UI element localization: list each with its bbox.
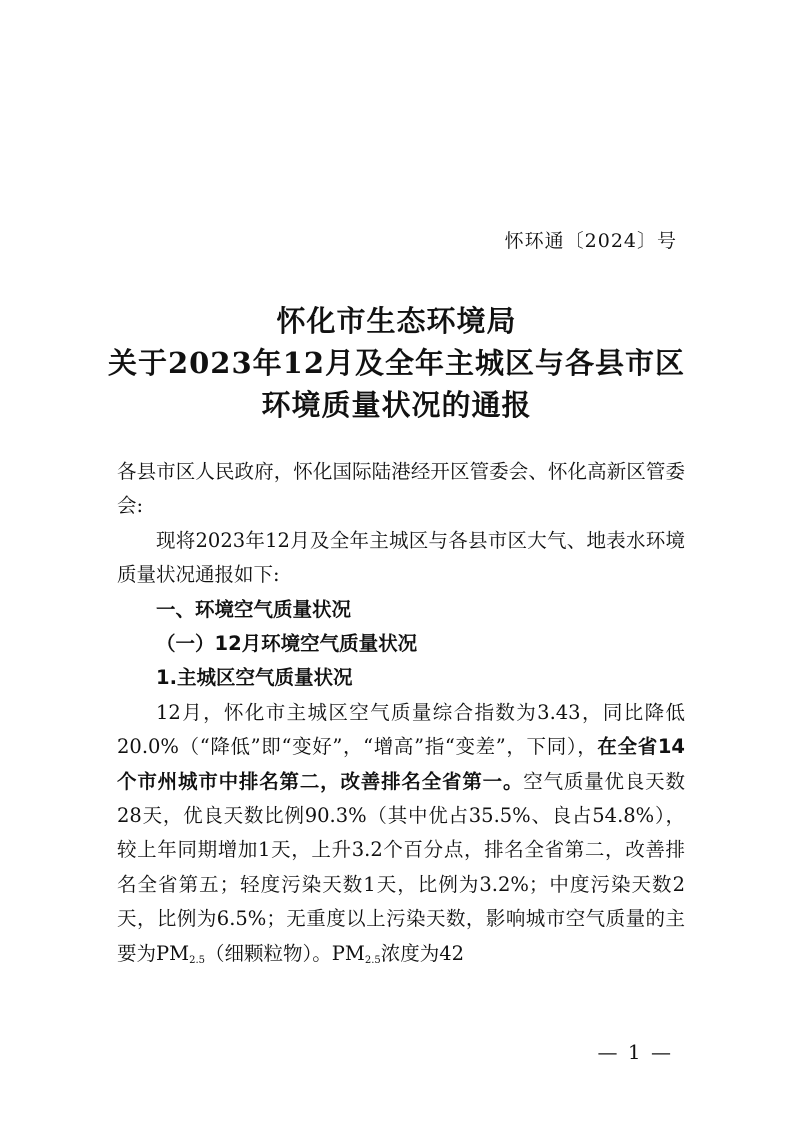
para-text-3: （细颗粒物）。PM <box>205 941 365 965</box>
para-text-4: 浓度为42 <box>380 941 465 965</box>
section-heading: 一、环境空气质量状况 <box>156 597 352 621</box>
title-line-2: 关于2023年12月及全年主城区与各县市区 <box>107 346 686 380</box>
page-number: — 1 — <box>597 1040 673 1064</box>
title-line-1: 怀化市生态环境局 <box>276 304 517 338</box>
intro-paragraph: 现将2023年12月及全年主城区与各县市区大气、地表水环境质量状况通报如下: <box>117 528 685 587</box>
pm-subscript-1: 2.5 <box>189 954 205 966</box>
title-line-3: 环境质量状况的通报 <box>261 388 532 422</box>
para-text-2: 空气质量优良天数28天，优良天数比例90.3%（其中优占35.5%、良占54.8%），较上年同期增加1天，上升3.2个百分点，排名全省第二，改善排名全省第五；轻度污染天数1天，比例为3.2%；中度污染天数2天，比例为6.5%；无重度以上污染天数，影响城市空气质量的主要为PM <box>117 769 685 965</box>
para-bold-ranking: 在全省14个市州城市中排名第二，改善排名全省第一。 <box>117 735 685 793</box>
document-number: 怀环通〔2024〕号 <box>504 230 677 252</box>
item-heading: 1.主城区空气质量状况 <box>156 666 353 690</box>
subsection-heading: （一）12月环境空气质量状况 <box>156 632 418 656</box>
pm-subscript-2: 2.5 <box>364 954 381 966</box>
para-text-1: 12月，怀化市主城区空气质量综合指数为3.43，同比降低20.0%（“降低”即“变好”，“增高”指“变差”，下同）， <box>117 700 685 759</box>
body-paragraph <box>117 696 685 971</box>
document-title <box>0 300 793 426</box>
recipients: 各县市区人民政府，怀化国际陆港经开区管委会、怀化高新区管委会: <box>117 460 685 518</box>
document-body <box>117 455 685 971</box>
